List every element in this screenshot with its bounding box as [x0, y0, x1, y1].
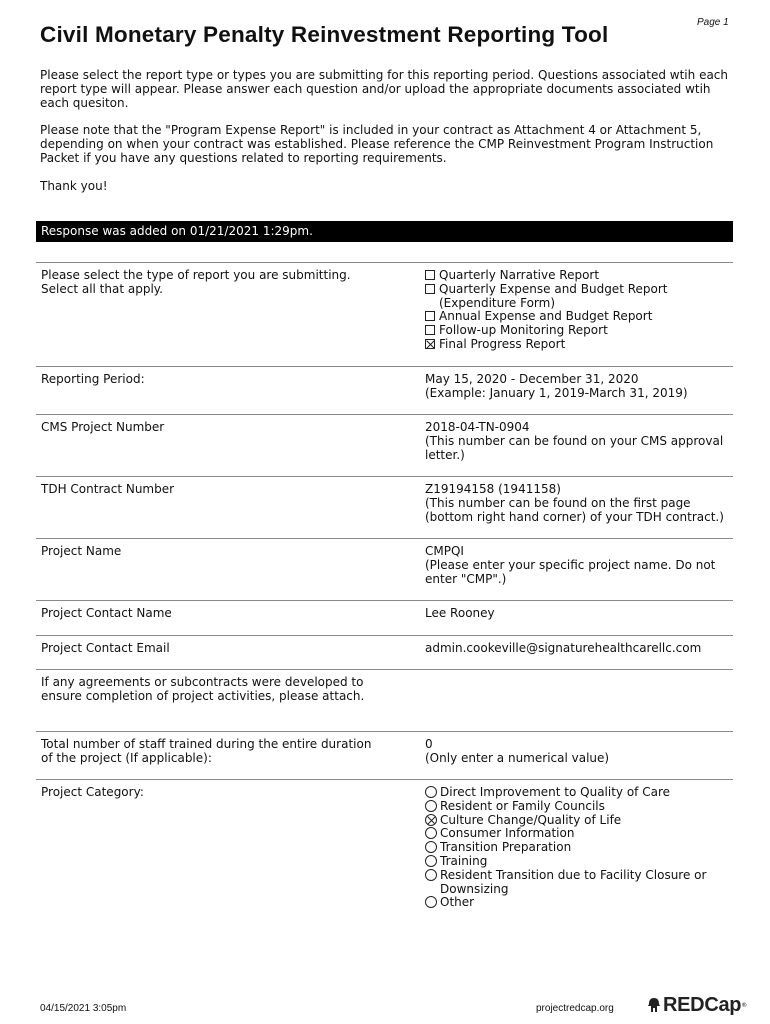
project-category-options [420, 786, 733, 920]
radio-checked-icon[interactable] [425, 814, 437, 826]
redcap-logo [645, 995, 747, 1015]
reporting-period-value: May 15, 2020 - December 31, 2020 [425, 372, 639, 386]
field-value-group [420, 373, 733, 414]
redcap-logo-text: REDCap [663, 994, 742, 1016]
response-banner: Response was added on 01/21/2021 1:29pm. [36, 221, 733, 242]
redcap-logo-icon [645, 996, 663, 1014]
radio-icon[interactable] [425, 827, 437, 839]
intro-paragraph: Please select the report type or types you are submitting for this reporting period. Questions associated wtih each report type will appear. Please answer each question and/or upload the appropriate documents associated wtih each quesiton. [40, 68, 729, 110]
project-category-option[interactable] [425, 786, 733, 800]
project-name-value: CMPQI [425, 544, 464, 558]
field-staff-trained [36, 732, 733, 780]
field-label: If any agreements or subcontracts were developed to ensure completion of project activities, please attach. [41, 675, 365, 703]
staff-trained-value: 0 [425, 737, 433, 751]
field-label: Project Contact Email [41, 641, 170, 655]
field-label: Project Name [41, 544, 122, 558]
footer-site-link[interactable]: projectredcap.org [536, 1003, 614, 1014]
option-label: Resident Transition due to Facility Closure or Downsizing [440, 867, 707, 896]
checkbox-icon[interactable] [425, 325, 435, 335]
report-type-option[interactable] [425, 310, 733, 324]
cms-project-number-value: 2018-04-TN-0904 [425, 420, 530, 434]
field-note: (Only enter a numerical value) [425, 750, 610, 765]
field-label: CMS Project Number [41, 420, 165, 434]
field-label: Reporting Period: [41, 372, 145, 386]
field-label: Project Category: [41, 785, 144, 799]
radio-icon[interactable] [425, 841, 437, 853]
field-project-contact-email [36, 636, 733, 670]
field-cms-project-number [36, 415, 733, 477]
project-category-option[interactable] [425, 855, 733, 869]
form-fields [36, 262, 733, 920]
agreements-attachment[interactable] [420, 676, 733, 731]
report-type-option[interactable] [425, 338, 733, 352]
page-number: Page 1 [697, 17, 729, 28]
option-label: Annual Expense and Budget Report [439, 309, 653, 324]
project-contact-name-value: Lee Rooney [425, 606, 495, 620]
tdh-contract-number-value: Z19194158 (1941158) [425, 482, 561, 496]
radio-icon[interactable] [425, 786, 437, 798]
checkbox-icon[interactable] [425, 270, 435, 280]
project-category-option[interactable] [425, 841, 733, 855]
option-label: Transition Preparation [440, 840, 572, 855]
option-label: Direct Improvement to Quality of Care [440, 785, 671, 799]
project-contact-email-value: admin.cookeville@signaturehealthcarellc.com [425, 641, 702, 655]
project-category-option[interactable] [425, 827, 733, 841]
intro-text [40, 69, 740, 208]
checkbox-icon[interactable] [425, 284, 435, 294]
checkbox-checked-icon[interactable] [425, 339, 435, 349]
field-note: (This number can be found on the first page (bottom right hand corner) of your TDH contract.) [425, 495, 724, 524]
field-value-group [420, 545, 733, 600]
field-value-group [420, 421, 733, 476]
intro-paragraph: Please note that the "Program Expense Report" is included in your contract as Attachment 4 or Attachment 5, depending on when your contract was established. Please reference the CMP Reinvestment Program Instruction Packet if you have any questions related to reporting requirements. [40, 123, 714, 165]
field-project-contact-name [36, 601, 733, 636]
option-label: Final Progress Report [439, 336, 566, 351]
field-note: (Example: January 1, 2019-March 31, 2019) [425, 385, 688, 400]
option-label: Resident or Family Councils [440, 798, 605, 813]
field-project-category [36, 780, 733, 920]
field-project-name [36, 539, 733, 601]
field-label: Project Contact Name [41, 606, 172, 620]
radio-icon[interactable] [425, 869, 437, 881]
footer-timestamp: 04/15/2021 3:05pm [40, 1003, 127, 1014]
report-type-option[interactable] [425, 283, 733, 311]
field-label: Please select the type of report you are submitting. Select all that apply. [41, 268, 351, 296]
field-note: (Please enter your specific project name. Do not enter "CMP".) [425, 557, 716, 586]
field-label: TDH Contract Number [41, 482, 175, 496]
field-tdh-contract-number [36, 477, 733, 539]
project-category-option[interactable] [425, 896, 733, 910]
report-type-option[interactable] [425, 324, 733, 338]
field-report-type [36, 263, 733, 367]
option-label: Culture Change/Quality of Life [440, 812, 622, 827]
report-type-option[interactable] [425, 269, 733, 283]
radio-icon[interactable] [425, 800, 437, 812]
option-label: Training [440, 853, 488, 868]
option-label: Quarterly Narrative Report [439, 268, 600, 282]
radio-icon[interactable] [425, 896, 437, 908]
registered-mark: ® [741, 1001, 748, 1009]
field-value-group [420, 483, 733, 538]
project-category-option[interactable] [425, 814, 733, 828]
checkbox-icon[interactable] [425, 311, 435, 321]
field-agreements [36, 670, 733, 732]
field-value-group [420, 738, 733, 779]
project-category-option[interactable] [425, 800, 733, 814]
intro-paragraph: Thank you! [40, 178, 108, 193]
report-type-options [420, 269, 733, 366]
option-label: Consumer Information [440, 826, 575, 841]
option-label: Quarterly Expense and Budget Report (Expenditure Form) [439, 281, 668, 310]
page-title: Civil Monetary Penalty Reinvestment Reporting Tool [40, 22, 609, 47]
project-category-option[interactable] [425, 869, 733, 897]
option-label: Follow-up Monitoring Report [439, 323, 608, 338]
field-label: Total number of staff trained during the entire duration of the project (If applicable): [41, 737, 372, 765]
field-note: (This number can be found on your CMS approval letter.) [425, 433, 724, 462]
option-label: Other [440, 895, 475, 910]
field-reporting-period [36, 367, 733, 415]
radio-icon[interactable] [425, 855, 437, 867]
